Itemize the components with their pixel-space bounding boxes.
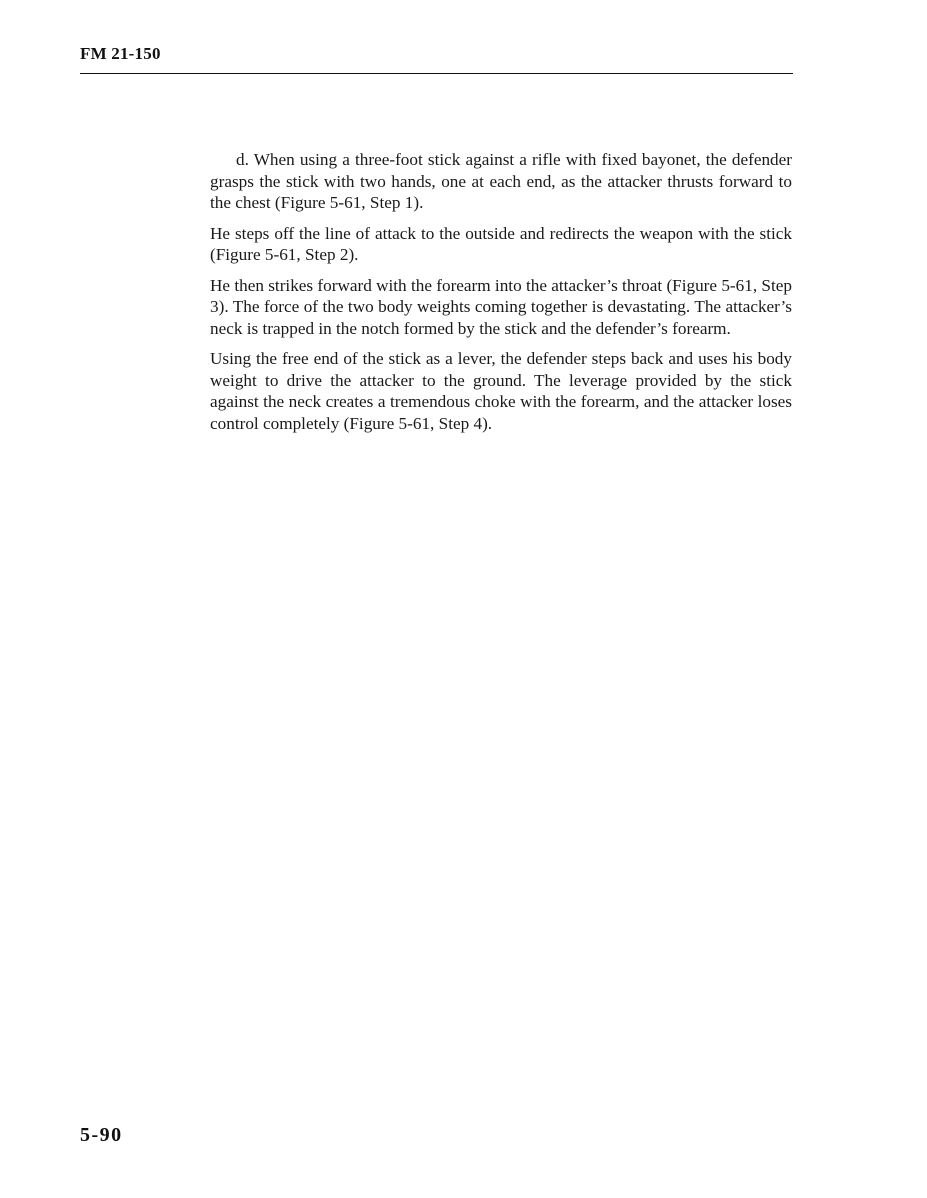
paragraph-stick-grasp: d. When using a three-foot stick against a rifle with fixed bayonet, the defender grasps the stick with two hands, one at each end, as the attacker thrusts forward to the chest (Figure 5-61, Step 1). xyxy=(210,150,792,212)
paragraph-forearm-strike: He then strikes forward with the forearm into the attacker’s throat (Figure 5-61, Step 3). The force of the two body weights coming together is devastating. The attacker’s neck is trapped in the notch formed by the stick and the defender’s forearm. xyxy=(210,275,792,338)
body-text xyxy=(210,149,792,443)
running-head-document-id: FM 21-150 xyxy=(80,44,161,63)
paragraph-lever-choke: Using the free end of the stick as a lever, the defender steps back and uses his body weight to drive the attacker to the ground. The leverage provided by the stick against the neck creates a tremendous choke with the forearm, and the attacker loses control completely (Figure 5-61, Step 4). xyxy=(210,349,792,433)
paragraph-step-off-line: He steps off the line of attack to the outside and redirects the weapon with the stick (Figure 5-61, Step 2). xyxy=(210,223,792,264)
page-number: 5-90 xyxy=(80,1124,123,1146)
header-rule xyxy=(80,73,793,74)
